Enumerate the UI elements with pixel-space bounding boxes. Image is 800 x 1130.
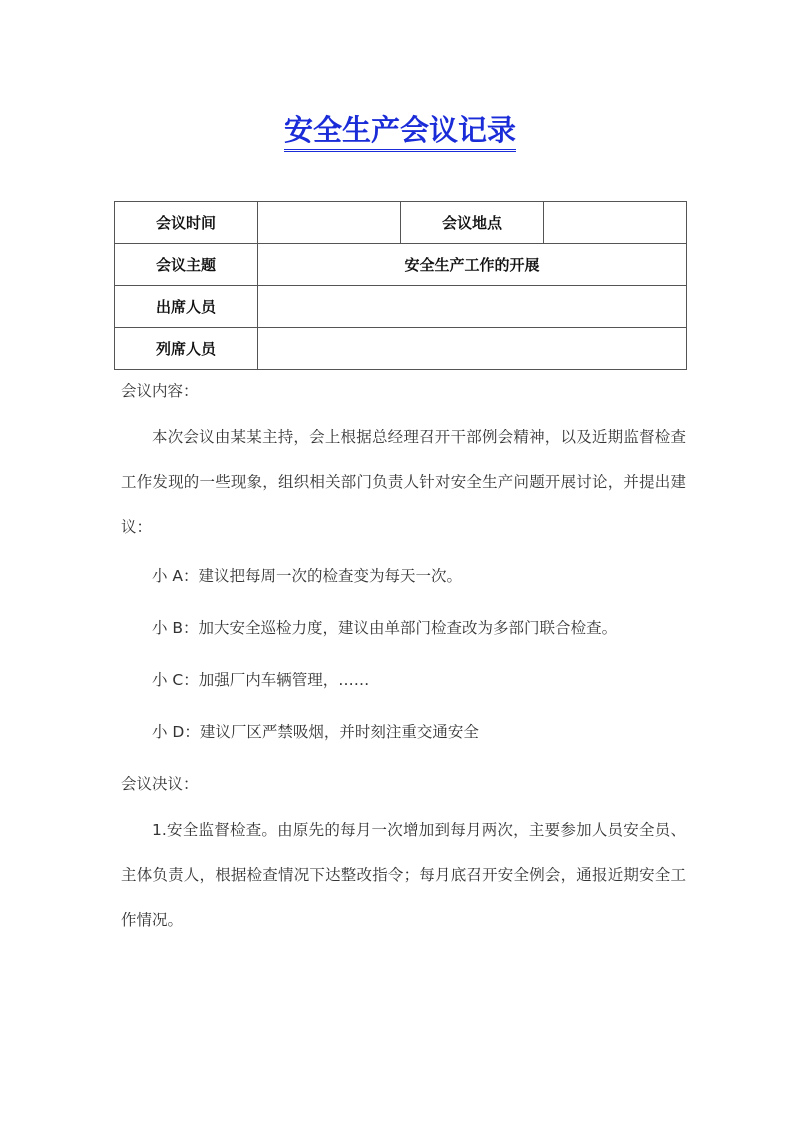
table-row bbox=[115, 286, 687, 328]
suggestion-item: 小 B：加大安全巡检力度，建议由单部门检查改为多部门联合检查。 bbox=[152, 619, 618, 637]
meeting-topic-value: 安全生产工作的开展 bbox=[258, 244, 687, 286]
attendees-value bbox=[258, 286, 687, 328]
content-label: 会议内容： bbox=[121, 382, 199, 400]
suggestion-item: 小 A：建议把每周一次的检查变为每天一次。 bbox=[152, 567, 463, 585]
meeting-location-label: 会议地点 bbox=[401, 202, 544, 244]
meeting-time-label: 会议时间 bbox=[115, 202, 258, 244]
resolution-item: 1.安全监督检查。由原先的每月一次增加到每月两次，主要参加人员安全员、主体负责人，根据检查情况下达整改指令；每月底召开安全例会，通报近期安全工作情况。 bbox=[121, 821, 686, 929]
suggestion-item: 小 D：建议厂区严禁吸烟，并时刻注重交通安全 bbox=[152, 723, 479, 741]
table-row bbox=[115, 202, 687, 244]
meeting-info-table bbox=[114, 201, 687, 370]
resolution-label: 会议决议： bbox=[121, 775, 199, 793]
meeting-topic-label: 会议主题 bbox=[115, 244, 258, 286]
suggestion-item: 小 C：加强厂内车辆管理，…… bbox=[152, 671, 370, 689]
document-title-text: 安全生产会议记录 bbox=[284, 111, 516, 152]
document-title bbox=[0, 108, 800, 152]
observers-value bbox=[258, 328, 687, 370]
meeting-content bbox=[121, 378, 686, 943]
table-row bbox=[115, 244, 687, 286]
content-intro: 本次会议由某某主持，会上根据总经理召开干部例会精神，以及近期监督检查工作发现的一些现象，组织相关部门负责人针对安全生产问题开展讨论，并提出建议： bbox=[121, 428, 686, 536]
table-row bbox=[115, 328, 687, 370]
observers-label: 列席人员 bbox=[115, 328, 258, 370]
meeting-time-value bbox=[258, 202, 401, 244]
attendees-label: 出席人员 bbox=[115, 286, 258, 328]
meeting-location-value bbox=[544, 202, 687, 244]
